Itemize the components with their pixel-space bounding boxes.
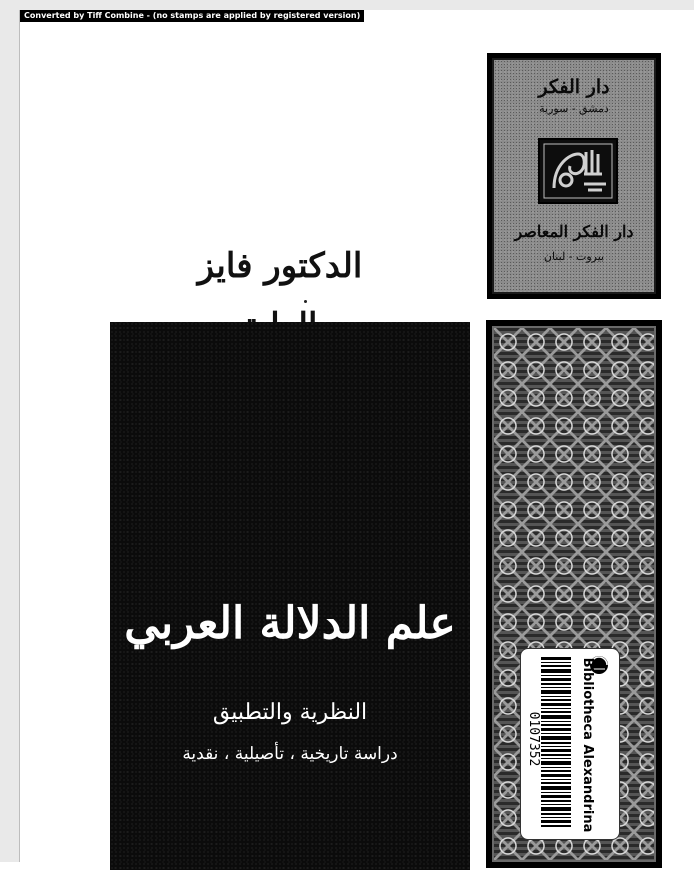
decorative-dot [304, 300, 307, 303]
cover-panel [110, 322, 470, 870]
publisher-box [487, 53, 661, 299]
publisher-panel [492, 58, 656, 294]
dar-al-fikr-logo-icon [538, 138, 618, 204]
library-barcode-label [520, 648, 620, 840]
barcode-number: 0107352 [526, 711, 541, 767]
publisher-location-top: دمشق - سورية [539, 102, 609, 115]
book-tagline: دراسة تاريخية ، تأصيلية ، نقدية [182, 744, 398, 764]
conversion-banner: Converted by Tiff Combine - (no stamps are applied by registered version) [20, 10, 364, 22]
book-title: علم الدلالة العربي [124, 598, 456, 649]
publisher-name-top: دار الفكر [538, 76, 610, 98]
author-name: الدكتور فايز [197, 246, 363, 286]
publisher-name-bottom: دار الفكر المعاصر [514, 222, 634, 241]
library-name: Bibliotheca Alexandrina [580, 657, 595, 833]
book-subtitle: النظرية والتطبيق [212, 700, 368, 725]
publisher-location-bottom: بيروت - لبنان [543, 250, 605, 263]
scanned-page [19, 10, 694, 862]
